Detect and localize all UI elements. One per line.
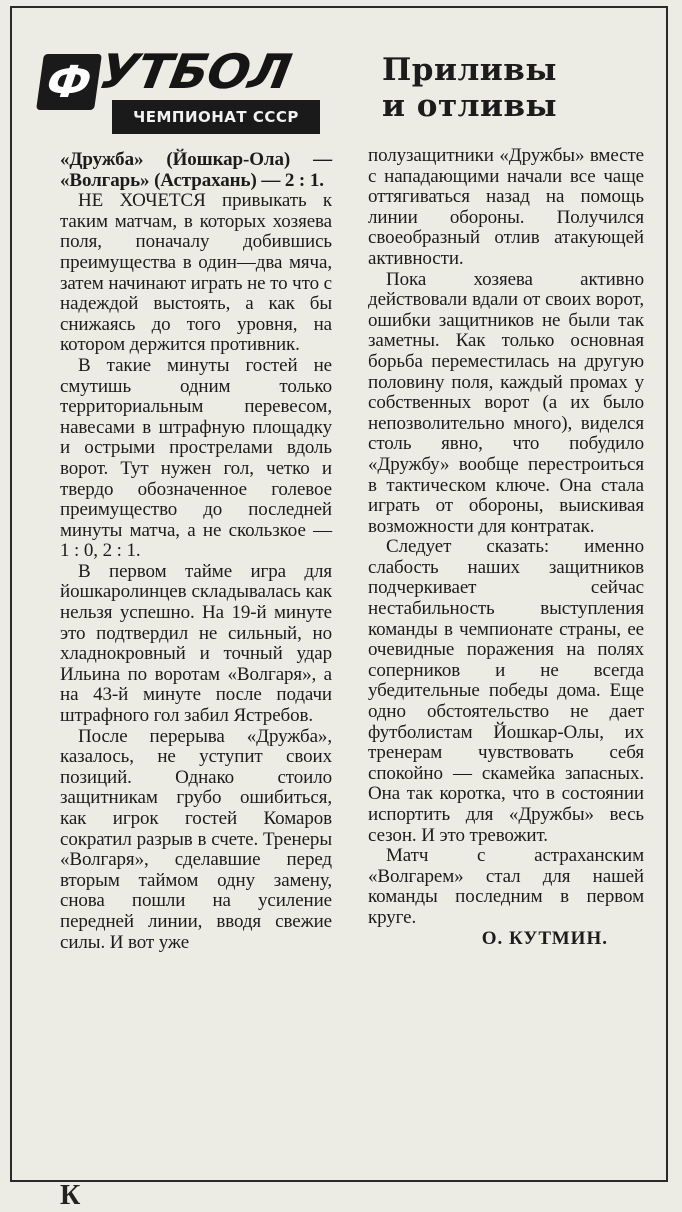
headline-line-1: Приливы	[382, 52, 557, 88]
logo-word: УТБОЛ	[95, 44, 295, 100]
football-logo	[40, 46, 322, 136]
paragraph: Следует сказать: именно слабость наших защитников подчеркивает сейчас нестабильность выступления команды в чемпионате страны, ее очевидные поражения на полях соперников и не всегда убедительные победы дома. Еще одно обстоятельство не дает футболистам Йошкар-Олы, их тренерам чувствовать себя спокойно — скамейка запасных. Она так коротка, что в состоянии испортить для «Дружбы» весь сезон. И это тревожит.	[368, 536, 644, 846]
paragraph: полузащитники «Дружбы» вместе с нападающими начали все чаще оттягиваться назад на помощь линии обороны. Получился своеобразный отлив атакующей активности.	[368, 145, 644, 269]
paragraph: Пока хозяева активно действовали вдали от своих ворот, ошибки защитников не были так заметны. Как только основная борьба переместилась на другую половину поля, каждый промах у собственных ворот (а их было непозволительно много), виделся столь явно, что побудило «Дружбу» вообще перестроиться в тактическом ключе. Она стала играть от обороны, выискивая возможности для контратак.	[368, 268, 644, 537]
right-column	[368, 146, 644, 949]
paragraph: Матч с астраханским «Волгарем» стал для нашей команды последним в первом круге.	[368, 845, 644, 928]
left-column	[60, 150, 332, 953]
paragraph: НЕ ХОЧЕТСЯ привыкать к таким матчам, в которых хозяева поля, поначалу добившись преимущества в один—два мяча, затем начинают играть не то что с надеждой выстоять, а как бы снижаясь до того уровня, на котором держится противник.	[60, 190, 332, 356]
headline-line-2: и отливы	[382, 88, 558, 124]
paragraph: В такие минуты гостей не смутишь одним только территориальным перевесом, навесами в штрафную площадку и острыми прострелами вдоль ворот. Тут нужен гол, четко и твердо обозначенное голевое преимущество до последней минуты матча, а не скользкое — 1 : 0, 2 : 1.	[60, 354, 332, 562]
ball-letter-icon: Ф	[36, 54, 102, 110]
next-article-fragment: К	[60, 1180, 81, 1211]
author-signature: О. КУТМИН.	[481, 927, 608, 949]
paragraph: В первом тайме игра для йошкаролинцев складывалась как нельзя успешно. На 19-й минуте это подтвердил не сильный, но хладнокровный и точный удар Ильина по воротам «Волгаря», а на 43-й минуте после подачи штрафного гол забил Ястребов.	[60, 560, 332, 727]
article-headline	[382, 52, 642, 124]
match-result: «Дружба» (Йошкар-Ола) — «Волгарь» (Астрахань) — 2 : 1.	[60, 149, 332, 191]
paragraph: После перерыва «Дружба», казалось, не уступит своих позиций. Однако стоило защитникам грубо ошибиться, как игрок гостей Комаров сократил разрыв в счете. Тренеры «Волгаря», сделавшие перед вторым таймом одну замену, снова пошли на усиление передней линии, вводя свежие силы. И вот уже	[60, 725, 332, 953]
logo-subtitle: ЧЕМПИОНАТ СССР	[112, 100, 320, 134]
